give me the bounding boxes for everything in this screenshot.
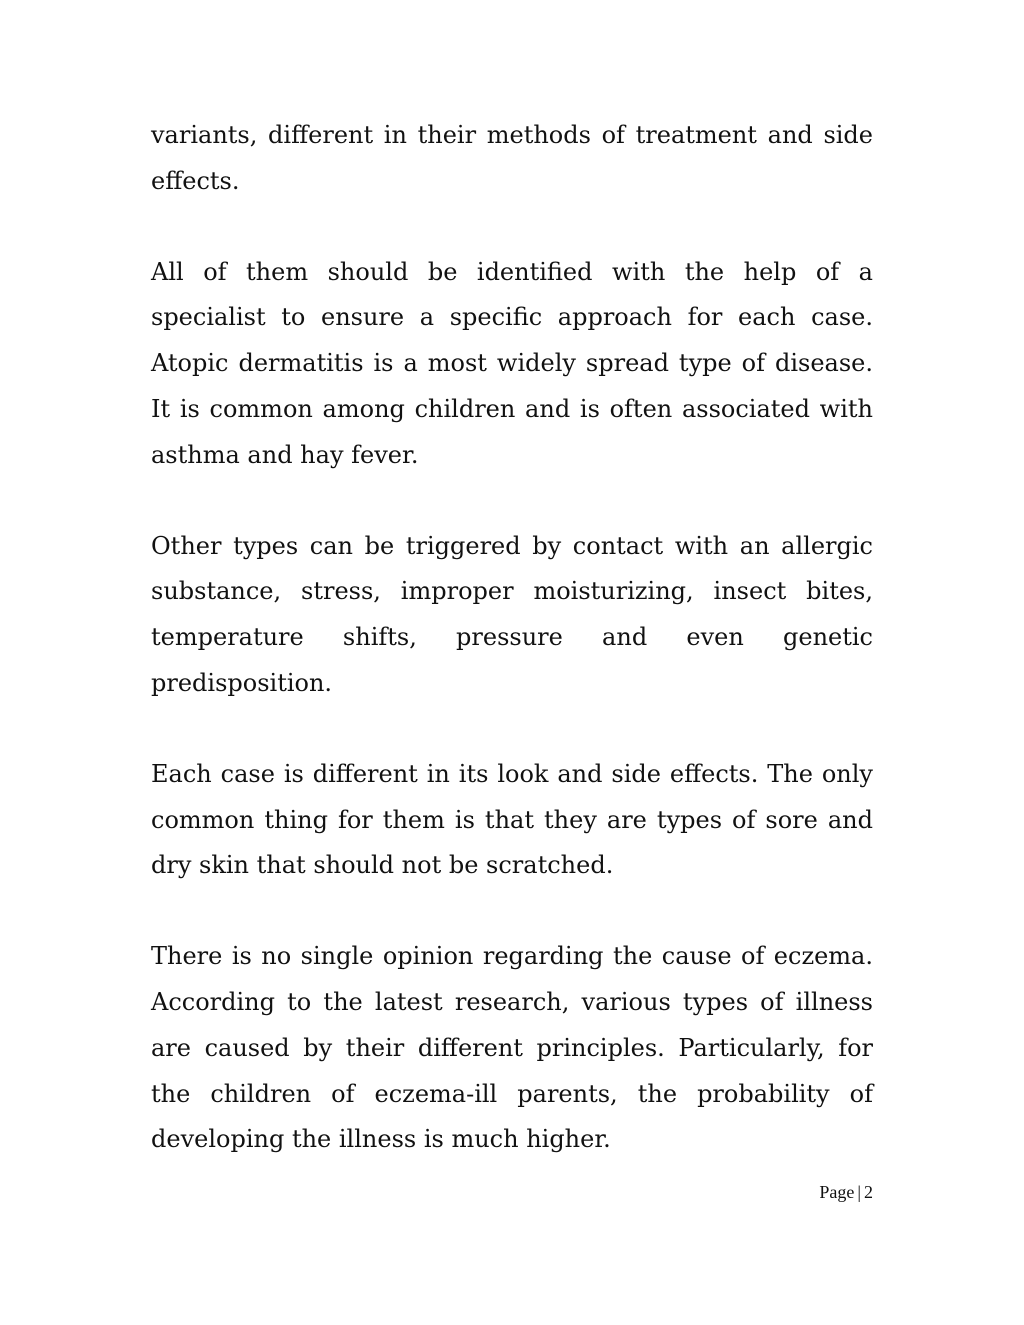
body-text [151,113,873,1208]
paragraph-3: Other types can be triggered by contact with an allergic substance, stress, improper moisturizing, insect bites, temperature shifts, pressure and even genetic predisposition. [151,531,873,697]
page-separator: | [857,1182,861,1202]
page-footer [819,1180,873,1204]
paragraph-5: There is no single opinion regarding the cause of eczema. According to the latest research, various types of illness are caused by their different principles. Particularly, for the children of eczema-ill parents, the probability of developing the illness is much higher. [151,942,873,1154]
paragraph-1: variants, different in their methods of treatment and side effects. [151,121,873,195]
page-label: Page [819,1182,855,1202]
paragraph-2: All of them should be identified with the help of a specialist to ensure a specific approach for each case. Atopic dermatitis is a most widely spread type of disease. It is common among children and is often associated with asthma and hay fever. [151,257,873,469]
paragraph-4: Each case is different in its look and side effects. The only common thing for them is that they are types of sore and dry skin that should not be scratched. [151,759,873,880]
page-number: 2 [864,1182,873,1202]
